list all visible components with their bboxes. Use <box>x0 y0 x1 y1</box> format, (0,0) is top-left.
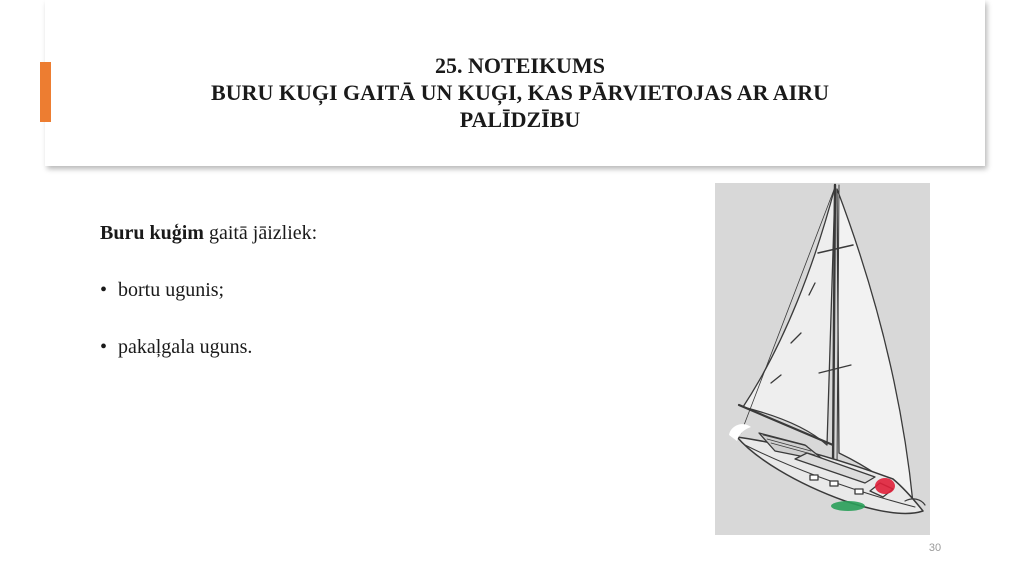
bullet-text: bortu ugunis; <box>118 279 225 301</box>
bullet-dot: • <box>100 279 108 301</box>
page-number: 30 <box>928 542 942 554</box>
sailboat-figure <box>715 183 930 535</box>
intro-rest: gaitā jāizliek: <box>203 222 318 244</box>
intro-bold: Buru kuģim <box>100 222 204 244</box>
accent-bar <box>40 62 51 122</box>
slide-title <box>60 52 980 133</box>
bullet-item <box>100 279 660 302</box>
title-line-2: BURU KUĢI GAITĀ UN KUĢI, KAS PĀRVIETOJAS AR AIRU <box>211 80 829 105</box>
title-line-1: 25. NOTEIKUMS <box>435 53 605 78</box>
title-line-3: PALĪDZĪBU <box>459 107 581 132</box>
green-side-light-icon <box>831 501 865 511</box>
sailboat-illustration <box>715 183 930 535</box>
bullet-dot: • <box>100 336 108 358</box>
slide-content <box>100 222 660 359</box>
mainsail <box>743 187 835 445</box>
porthole <box>810 475 818 480</box>
intro-line <box>100 222 660 245</box>
jib-sail <box>837 189 913 503</box>
red-side-light-icon <box>875 478 895 494</box>
porthole <box>855 489 863 494</box>
porthole <box>830 481 838 486</box>
bullet-item <box>100 336 660 359</box>
bullet-text: pakaļgala uguns. <box>118 336 253 358</box>
